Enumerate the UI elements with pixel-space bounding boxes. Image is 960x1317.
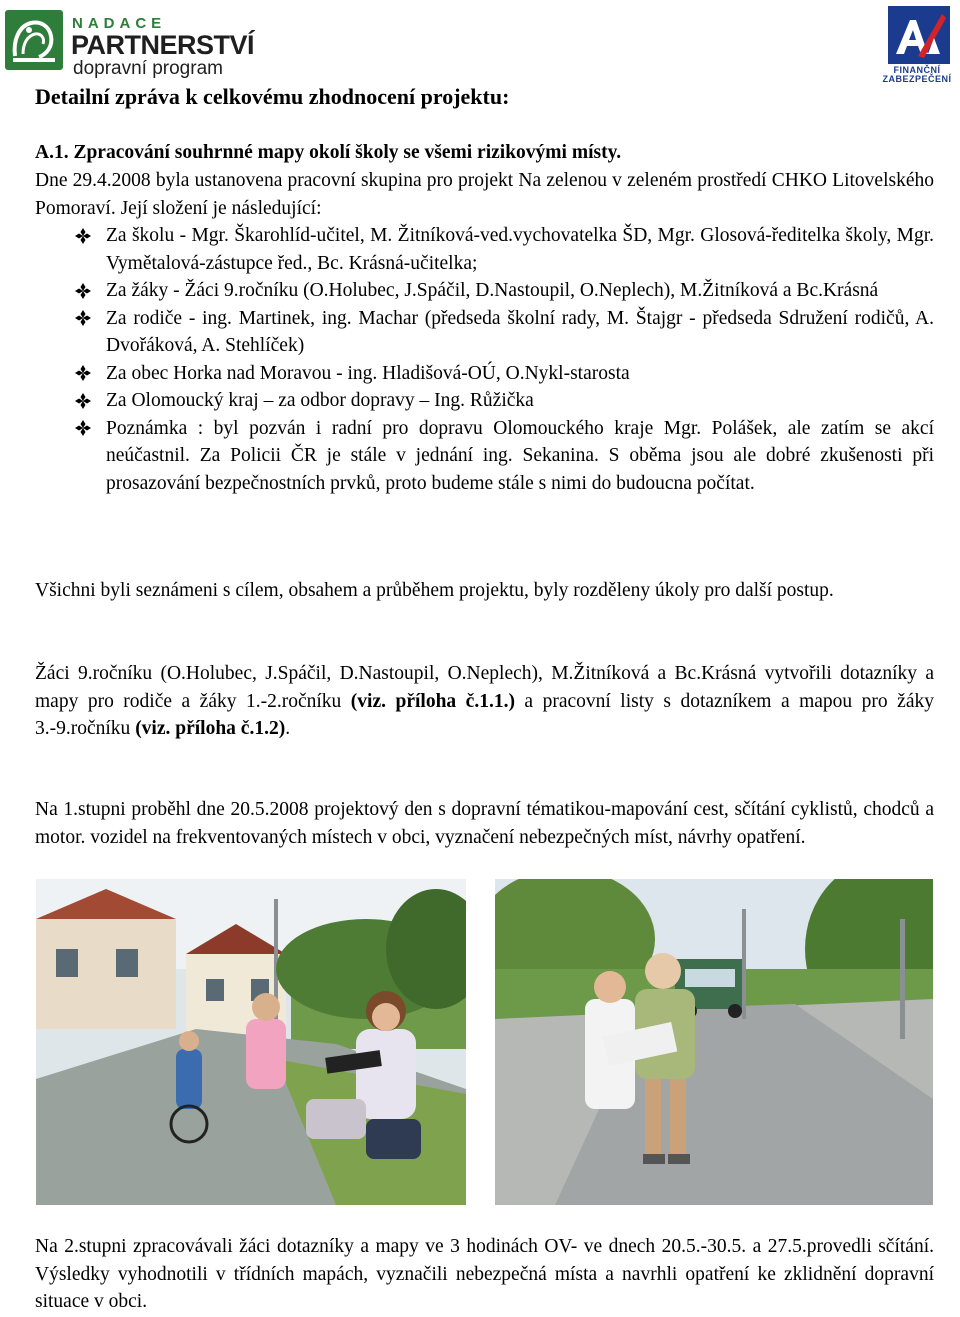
partnerstvi-logo-icon	[5, 10, 63, 70]
pupils-paragraph	[35, 660, 934, 743]
members-list	[35, 222, 934, 497]
photo-boys-road-survey	[495, 879, 933, 1205]
list-item	[35, 415, 934, 498]
four-diamond-bullet-icon	[75, 277, 95, 304]
pupils-text-2: a pracovní listy s dotazníkem a mapou pro žáky 3.-9.ročníku	[35, 690, 934, 739]
logo-text-nadace: NADACE	[72, 15, 167, 32]
first-stage-paragraph: Na 1.stupni proběhl dne 20.5.2008 projektový den s dopravní tématikou-mapování cest, sčítání cyklistů, chodců a motor. vozidel na frekventovaných místech v obci, vyznačení nebezpečných míst, návrhy opatření.	[35, 799, 934, 848]
goals-paragraph: Všichni byli seznámeni s cílem, obsahem a průběhem projektu, byly rozděleny úkoly pro další postup.	[35, 580, 834, 601]
pupils-text-3: .	[285, 718, 291, 739]
member-text: Za rodiče - ing. Martinek, ing. Machar (předseda školní rady, M. Štajgr - předseda Sdružení rodičů, A. Dvořáková, A. Stehlíček)	[106, 307, 934, 356]
axa-logo-icon	[888, 6, 950, 64]
four-diamond-bullet-icon	[75, 387, 95, 414]
list-item	[35, 305, 934, 360]
member-text: Za obec Horka nad Moravou - ing. Hladišová-OÚ, O.Nykl-starosta	[106, 362, 630, 384]
list-item	[35, 360, 934, 388]
photo-boys-road-survey-image	[495, 879, 933, 1205]
four-diamond-bullet-icon	[75, 305, 95, 332]
annex-ref-1: (viz. příloha č.1.1.)	[350, 690, 515, 712]
photo-children-mapping	[36, 879, 466, 1205]
list-item	[35, 387, 934, 415]
list-item	[35, 277, 934, 305]
section-heading: A.1. Zpracování souhrnné mapy okolí školy se všemi rizikovými místy.	[35, 142, 622, 163]
member-text: Za Olomoucký kraj – za odbor dopravy – Ing. Růžička	[106, 390, 534, 411]
page-header	[0, 0, 960, 82]
pupils-text-1: Žáci 9.ročníku (O.Holubec, J.Spáčil, D.Nastoupil, O.Neplech), M.Žitníková a Bc.Krásná vytvořili dotazníky a mapy pro rodiče a žáky 1.-2.ročníku	[35, 663, 934, 712]
member-text: Za žáky - Žáci 9.ročníku (O.Holubec, J.Spáčil, D.Nastoupil, O.Neplech), M.Žitníková a Bc.Krásná	[106, 280, 879, 301]
nadace-partnerstvi-logo	[5, 8, 255, 78]
list-item	[35, 222, 934, 277]
member-text: Za školu - Mgr. Škarohlíd-učitel, M. Žitníková-ved.vychovatelka ŠD, Mgr. Glosová-ředitelka školy, Mgr. Vymětalová-zástupce řed., Bc. Krásná-učitelka;	[106, 225, 934, 274]
photo-children-mapping-image	[36, 879, 466, 1205]
four-diamond-bullet-icon	[75, 360, 95, 387]
four-diamond-bullet-icon	[75, 222, 95, 249]
member-text: Poznámka : byl pozván i radní pro dopravu Olomouckého kraje Mgr. Polášek, ale zatím se akcí neúčastnil. Za Policii ČR je stále v jednání ing. Sekanina. S oběma jsou ale dobré zkušenosti při prosazování bezpečnostních prvků, proto budeme stále s nimi do budoucna počítat.	[106, 417, 934, 494]
logo-text-partnerstvi: PARTNERSTVÍ	[71, 30, 255, 60]
annex-ref-2: (viz. příloha č.1.2)	[135, 718, 286, 739]
four-diamond-bullet-icon	[75, 415, 95, 442]
logo-text-program: dopravní program	[73, 58, 223, 79]
page-title: Detailní zpráva k celkovému zhodnocení projektu:	[35, 84, 510, 109]
intro-paragraph: Dne 29.4.2008 byla ustanovena pracovní skupina pro projekt Na zelenou v zeleném prostředí CHKO Litovelského Pomoraví. Její složení je následující:	[35, 170, 934, 219]
second-stage-paragraph: Na 2.stupni zpracovávali žáci dotazníky a mapy ve 3 hodinách OV- ve dnech 20.5.-30.5. a 27.5.provedli sčítání. Výsledky vyhodnotili v třídních mapách, vyznačili nebezpečná místa a navrhli opatření ke zklidnění dopravní situace v obci.	[35, 1236, 934, 1312]
axa-subtitle: FINANČNÍ ZABEZPEČENÍ	[882, 65, 952, 84]
axa-logo	[876, 6, 958, 82]
